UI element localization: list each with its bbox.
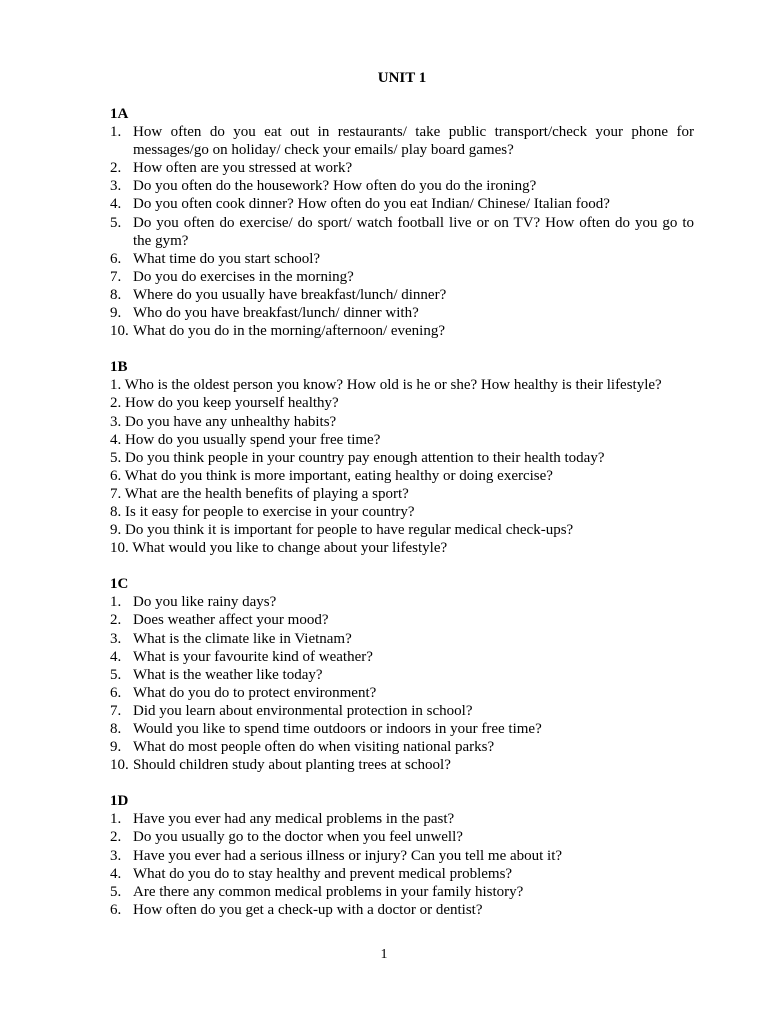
list-item <box>110 593 694 611</box>
list-item: 7. What are the health benefits of playing a sport? <box>110 485 409 502</box>
list-item: 3. Do you have any unhealthy habits? <box>110 413 337 430</box>
item-number: 5. <box>110 214 122 231</box>
item-text: Are there any common medical problems in your family history? <box>133 883 524 900</box>
item-number: 6. <box>110 901 122 918</box>
list-item <box>110 159 694 177</box>
item-number: 1. <box>110 594 122 611</box>
item-text: Do you usually go to the doctor when you feel unwell? <box>133 829 463 846</box>
list-item <box>110 304 694 322</box>
item-number: 4. <box>110 648 122 665</box>
list-item: 4. How do you usually spend your free time? <box>110 431 381 448</box>
item-text: Who do you have breakfast/lunch/ dinner with? <box>133 305 419 322</box>
item-text: What do you do in the morning/afternoon/ evening? <box>133 323 446 340</box>
item-text: How often do you eat out in restaurants/ take public transport/check your phone for messages/go on holiday/ check your emails/ play board games? <box>133 124 694 159</box>
question-list <box>110 123 694 340</box>
list-item <box>110 684 694 702</box>
list-item: 8. Is it easy for people to exercise in your country? <box>110 503 415 520</box>
page-title: UNIT 1 <box>377 70 427 86</box>
item-number: 7. <box>110 268 122 285</box>
item-text: What is the climate like in Vietnam? <box>133 630 352 647</box>
item-text: How often are you stressed at work? <box>133 160 353 177</box>
page-number: 1 <box>380 947 388 962</box>
list-item <box>110 611 694 629</box>
question-list <box>110 593 694 774</box>
list-item <box>110 214 694 250</box>
item-text: Do you often do exercise/ do sport/ watch football live or on TV? How often do you go to the gym? <box>133 214 694 249</box>
item-text: Do you do exercises in the morning? <box>133 268 354 285</box>
list-item <box>110 828 694 846</box>
item-number: 4. <box>110 865 122 882</box>
item-text: Would you like to spend time outdoors or indoors in your free time? <box>133 721 542 737</box>
section-heading: 1A <box>110 106 129 122</box>
list-item <box>110 865 694 883</box>
item-text: What do most people often do when visiting national parks? <box>133 739 495 756</box>
item-number: 7. <box>110 702 122 719</box>
item-text: Does weather affect your mood? <box>133 612 329 629</box>
item-text: Do you often cook dinner? How often do you eat Indian/ Chinese/ Italian food? <box>133 196 610 213</box>
list-item: 1. Who is the oldest person you know? How old is he or she? How healthy is their lifestyle? <box>110 377 662 394</box>
item-number: 4. <box>110 196 122 213</box>
item-number: 9. <box>110 305 122 322</box>
item-number: 2. <box>110 612 122 629</box>
item-text: Should children study about planting trees at school? <box>133 757 451 774</box>
document-page <box>110 68 694 919</box>
item-number: 1. <box>110 124 122 141</box>
list-item <box>110 810 694 828</box>
item-number: 6. <box>110 250 122 267</box>
item-number: 6. <box>110 684 122 701</box>
item-number: 5. <box>110 666 122 683</box>
list-item: 9. Do you think it is important for people to have regular medical check-ups? <box>110 522 574 539</box>
item-number: 10. <box>110 757 129 774</box>
list-item <box>110 847 694 865</box>
list-item <box>110 250 694 268</box>
list-item <box>110 738 694 756</box>
section-heading: 1C <box>110 576 129 593</box>
list-item: 10. What would you like to change about your lifestyle? <box>110 540 448 557</box>
section-heading: 1B <box>110 359 128 376</box>
item-number: 3. <box>110 178 122 195</box>
item-text: What do you do to protect environment? <box>133 684 377 701</box>
list-item <box>110 177 694 195</box>
item-number: 10. <box>110 323 129 340</box>
list-item <box>110 195 694 213</box>
item-number: 2. <box>110 829 122 846</box>
item-text: What time do you start school? <box>133 250 321 267</box>
list-item <box>110 666 694 684</box>
item-number: 8. <box>110 286 122 303</box>
list-item <box>110 702 694 720</box>
list-item <box>110 123 694 159</box>
item-number: 3. <box>110 847 122 864</box>
list-item <box>110 322 694 340</box>
list-item <box>110 286 694 304</box>
item-text: What do you do to stay healthy and prevent medical problems? <box>133 865 513 882</box>
question-list <box>110 810 694 919</box>
item-number: 5. <box>110 883 122 900</box>
section-heading: 1D <box>110 793 129 810</box>
list-item <box>110 630 694 648</box>
list-item <box>110 268 694 286</box>
list-item: 5. Do you think people in your country pay enough attention to their health today? <box>110 449 605 466</box>
list-item: 2. How do you keep yourself healthy? <box>110 395 339 412</box>
item-text: How often do you get a check-up with a doctor or dentist? <box>133 901 483 918</box>
section-1b <box>110 358 694 557</box>
list-item: 6. What do you think is more important, eating healthy or doing exercise? <box>110 467 553 484</box>
item-number: 2. <box>110 160 122 177</box>
item-number: 1. <box>110 811 122 828</box>
item-text: Do you like rainy days? <box>133 594 277 611</box>
list-item <box>110 756 694 774</box>
section-1c <box>110 575 694 774</box>
item-text: What is the weather like today? <box>133 666 323 683</box>
section-1d <box>110 792 694 919</box>
item-text: Did you learn about environmental protection in school? <box>133 702 473 719</box>
item-text: Have you ever had any medical problems in the past? <box>133 811 455 828</box>
item-text: What is your favourite kind of weather? <box>133 648 373 665</box>
item-text: Do you often do the housework? How often do you do the ironing? <box>133 178 537 195</box>
item-number: 8. <box>110 721 122 737</box>
list-item <box>110 648 694 666</box>
item-number: 3. <box>110 630 122 647</box>
list-item <box>110 720 694 738</box>
item-text: Have you ever had a serious illness or injury? Can you tell me about it? <box>133 847 563 864</box>
item-text: Where do you usually have breakfast/lunch/ dinner? <box>133 286 447 303</box>
section-1a <box>110 105 694 340</box>
list-item <box>110 883 694 901</box>
item-number: 9. <box>110 739 122 756</box>
list-item <box>110 901 694 919</box>
